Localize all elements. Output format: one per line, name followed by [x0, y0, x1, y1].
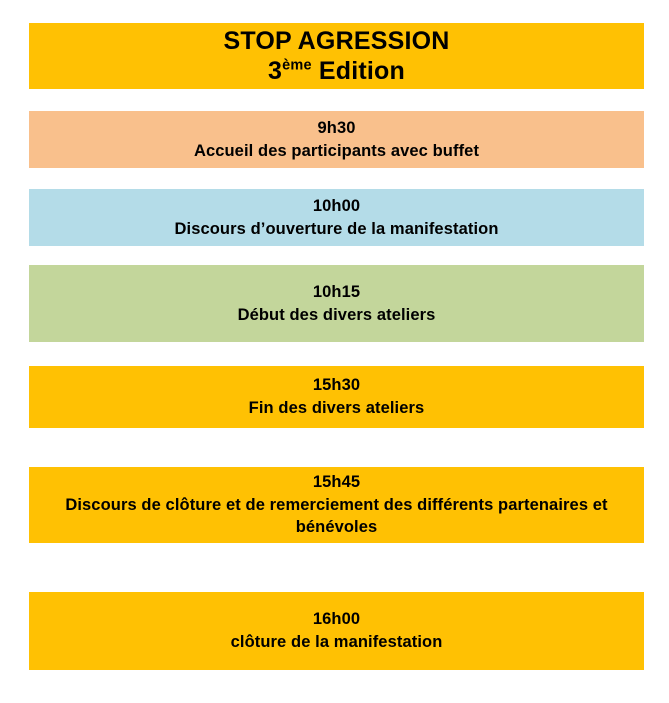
schedule-item-16h00 — [29, 592, 644, 670]
event-time: 10h15 — [312, 282, 361, 301]
event-description: clôture de la manifestation — [230, 633, 443, 651]
title-banner — [29, 23, 644, 89]
event-time: 10h00 — [312, 196, 361, 215]
event-time: 15h30 — [312, 376, 361, 395]
schedule-item-10h00 — [29, 189, 644, 246]
event-time: 16h00 — [312, 610, 361, 629]
schedule-item-10h15 — [29, 265, 644, 342]
event-description: Fin des divers ateliers — [248, 399, 425, 417]
event-description: Discours de clôture et de remerciement des différents partenaires et bénévoles — [65, 495, 608, 537]
event-edition — [268, 56, 405, 86]
event-description: Début des divers ateliers — [237, 305, 436, 324]
schedule-item-15h45 — [29, 467, 644, 543]
schedule-item-15h30 — [29, 366, 644, 428]
event-title: STOP AGRESSION — [223, 27, 450, 55]
edition-number: 3 — [268, 57, 283, 85]
edition-word: Edition — [318, 57, 405, 85]
event-time: 9h30 — [317, 118, 356, 137]
event-time: 15h45 — [312, 472, 361, 491]
schedule-item-9h30 — [29, 111, 644, 168]
edition-ordinal-suffix: ème — [282, 57, 312, 74]
event-description: Accueil des participants avec buffet — [193, 141, 480, 160]
event-description: Discours d’ouverture de la manifestation — [174, 219, 499, 238]
